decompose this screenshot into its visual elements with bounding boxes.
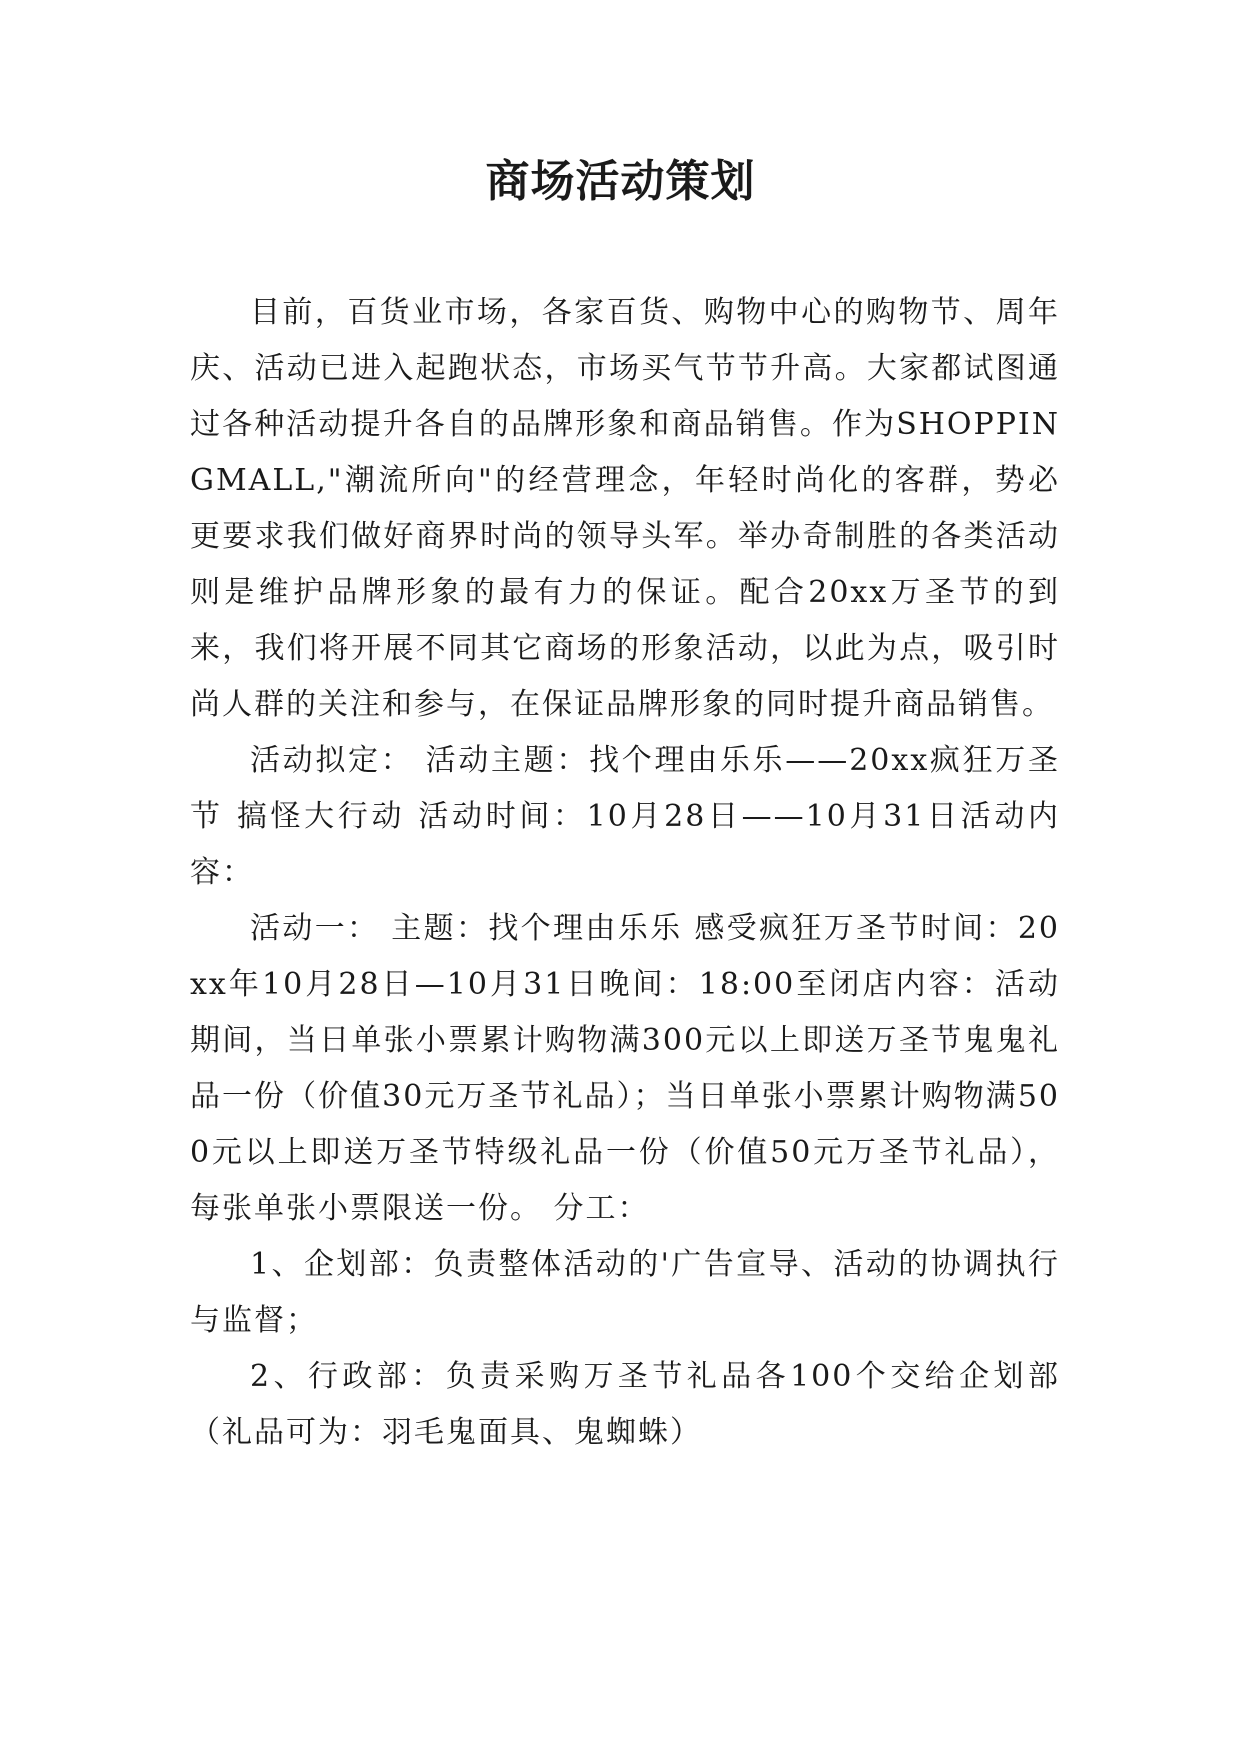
document-body: [190, 285, 1060, 1461]
paragraph-activity-plan: 活动拟定： 活动主题：找个理由乐乐——20xx疯狂万圣节 搞怪大行动 活动时间：10月28日——10月31日活动内容：: [190, 743, 1060, 890]
paragraph-intro: 目前，百货业市场，各家百货、购物中心的购物节、周年庆、活动已进入起跑状态，市场买气节节升高。大家都试图通过各种活动提升各自的品牌形象和商品销售。作为SHOPPINGMALL,"潮流所向"的经营理念，年轻时尚化的客群，势必更要求我们做好商界时尚的领导头军。举办奇制胜的各类活动则是维护品牌形象的最有力的保证。配合20xx万圣节的到来，我们将开展不同其它商场的形象活动，以此为点，吸引时尚人群的关注和参与，在保证品牌形象的同时提升商品销售。: [190, 295, 1060, 722]
paragraph-division-admin: 2、行政部：负责采购万圣节礼品各100个交给企划部（礼品可为：羽毛鬼面具、鬼蜘蛛）: [190, 1359, 1060, 1450]
paragraph-division-planning: 1、企划部：负责整体活动的'广告宣导、活动的协调执行与监督；: [190, 1247, 1060, 1338]
document-title: 商场活动策划: [485, 156, 756, 207]
paragraph-activity-one: 活动一： 主题：找个理由乐乐 感受疯狂万圣节时间：20xx年10月28日—10月31日晚间：18:00至闭店内容：活动期间，当日单张小票累计购物满300元以上即送万圣节鬼鬼礼品一份（价值30元万圣节礼品）；当日单张小票累计购物满500元以上即送万圣节特级礼品一份（价值50元万圣节礼品），每张单张小票限送一份。 分工：: [190, 911, 1060, 1226]
